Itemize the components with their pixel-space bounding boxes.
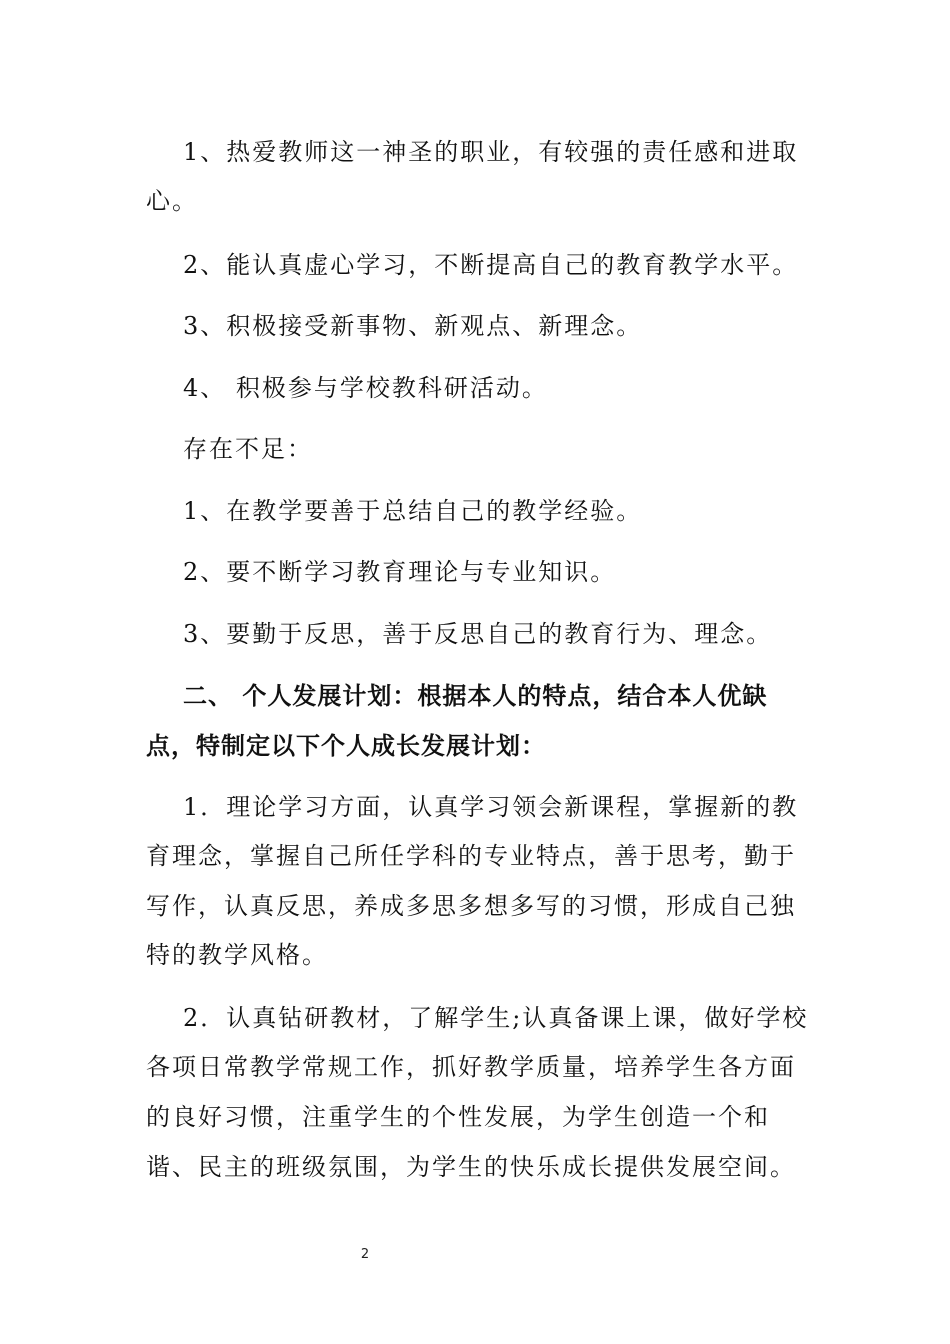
text-line: 心。 bbox=[146, 187, 198, 215]
text-line: 4、 积极参与学校教科研活动。 bbox=[183, 374, 548, 402]
text-line: 1、热爱教师这一神圣的职业，有较强的责任感和进取 bbox=[183, 138, 799, 166]
text-line: 写作，认真反思，养成多思多想多写的习惯，形成自己独 bbox=[146, 892, 796, 920]
text-line: 2、要不断学习教育理论与专业知识。 bbox=[183, 558, 617, 586]
section-heading: 二、 个人发展计划：根据本人的特点，结合本人优缺 bbox=[183, 682, 768, 710]
text-line: 3、积极接受新事物、新观点、新理念。 bbox=[183, 312, 643, 340]
text-line: 1．理论学习方面，认真学习领会新课程，掌握新的教 bbox=[183, 793, 799, 821]
text-line: 2、能认真虚心学习，不断提高自己的教育教学水平。 bbox=[183, 251, 799, 279]
section-heading: 点，特制定以下个人成长发展计划： bbox=[146, 732, 546, 760]
text-line: 2．认真钻研教材，了解学生;认真备课上课，做好学校 bbox=[183, 1004, 809, 1032]
text-line: 3、要勤于反思，善于反思自己的教育行为、理念。 bbox=[183, 620, 773, 648]
text-line: 谐、民主的班级氛围，为学生的快乐成长提供发展空间。 bbox=[146, 1153, 796, 1181]
text-line: 的良好习惯，注重学生的个性发展，为学生创造一个和 bbox=[146, 1103, 770, 1131]
text-line: 各项日常教学常规工作，抓好教学质量，培养学生各方面 bbox=[146, 1053, 796, 1081]
text-line: 1、在教学要善于总结自己的教学经验。 bbox=[183, 497, 643, 525]
section-label: 存在不足： bbox=[183, 435, 313, 463]
text-line: 育理念，掌握自己所任学科的专业特点，善于思考，勤于 bbox=[146, 842, 796, 870]
text-line: 特的教学风格。 bbox=[146, 941, 328, 969]
page-number: 2 bbox=[360, 1247, 370, 1262]
